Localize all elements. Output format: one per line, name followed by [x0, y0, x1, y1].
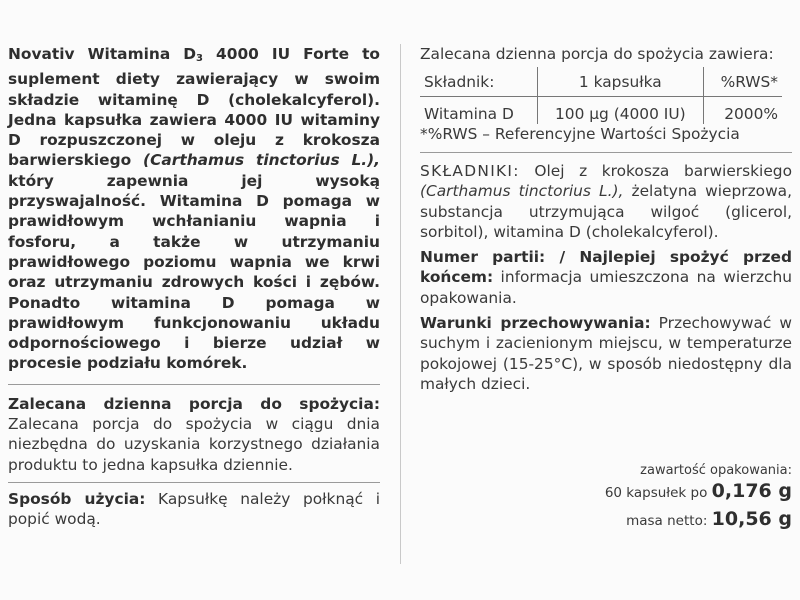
- cell-amount: 100 µg (4000 IU): [537, 97, 703, 125]
- contents-label: zawartość opakowania:: [640, 463, 792, 478]
- batch-label: Numer partii: / Najlepiej spożyć przed końcem:: [420, 248, 792, 287]
- batch-section: [420, 247, 792, 308]
- intro-text-1: Novativ Witamina D: [8, 45, 197, 63]
- intro-text-3: który zapewnia jej wysoką przyswajalność. Witamina D pomaga w prawidłowym wchłanianiu wapnia i fosforu, a także w utrzymaniu prawidłowego poziomu wapnia we krwi oraz utrzymaniu zdrowych kości i zębów. Ponadto witamina D pomaga w prawidłowym funkcjonowaniu układu odpornościowego i bierze udział w procesie podziału komórek.: [8, 171, 380, 373]
- table-title: Zalecana dzienna porcja do spożycia zawiera:: [420, 45, 774, 63]
- table-row: [420, 97, 782, 125]
- header-ingredient: Składnik:: [420, 67, 537, 97]
- dose-section: [8, 394, 380, 475]
- table-footnote: *%RWS – Referencyjne Wartości Spożycia: [420, 125, 740, 143]
- usage-text: Kapsułkę należy połknąć i popić wodą.: [8, 489, 381, 529]
- storage-section: [420, 313, 792, 394]
- ingredients-latin-name: (Carthamus tinctorius L.),: [420, 182, 624, 201]
- capsules-text: 60 kapsułek po: [604, 485, 708, 501]
- usage-label: Sposób użycia:: [8, 489, 146, 508]
- dose-text: Zalecana porcja do spożycia w ciągu dnia niezbędna do uzyskania korzystnego działania produktu to jedna kapsułka dziennie.: [8, 415, 380, 474]
- net-label: masa netto:: [626, 513, 708, 529]
- left-column: [8, 44, 380, 530]
- nutrition-table: [420, 67, 782, 124]
- header-rws: %RWS*: [703, 67, 782, 97]
- storage-text: Przechowywać w suchym i zacienionym miejscu, w temperaturze pokojowej (15-25°C), w sposób niedostępny dla małych dzieci.: [420, 314, 792, 393]
- dose-label: Zalecana dzienna porcja do spożycia:: [8, 394, 380, 413]
- package-info: [432, 462, 792, 532]
- table-header-row: [420, 67, 782, 97]
- capsule-weight: 0,176 g: [711, 480, 792, 502]
- ingredients-label: SKŁADNIKI:: [420, 162, 520, 180]
- product-description: [8, 44, 380, 374]
- intro-latin-name: (Carthamus tinctorius L.),: [143, 151, 380, 170]
- intro-text-2: 4000 IU Forte to suplement diety zawierający w swoim składzie witaminę D (cholekalcyferol). Jedna kapsułka zawiera 4000 IU witaminy D rozpuszczonej w oleju z krokosza barwierskiego: [8, 45, 380, 170]
- cell-rws: 2000%: [703, 97, 782, 125]
- net-weight: 10,56 g: [711, 508, 792, 530]
- ingredients-section: [420, 161, 792, 242]
- batch-text: informacja umieszczona na wierzchu opakowania.: [420, 268, 792, 307]
- ingredients-text-2: żelatyna wieprzowa, substancja utrzymująca wilgoć (glicerol, sorbitol), witamina D (cholekalcyferol).: [420, 182, 793, 241]
- usage-section: [8, 489, 380, 530]
- right-column: [420, 44, 792, 394]
- column-divider: [400, 44, 401, 564]
- header-capsule: 1 kapsułka: [537, 67, 703, 97]
- storage-label: Warunki przechowywania:: [420, 314, 651, 333]
- cell-ingredient: Witamina D: [424, 104, 514, 123]
- intro-subscript: 3: [196, 53, 204, 64]
- capsules-line: [432, 480, 792, 504]
- net-weight-line: [432, 508, 792, 532]
- ingredients-text-1: Olej z krokosza barwierskiego: [519, 162, 792, 180]
